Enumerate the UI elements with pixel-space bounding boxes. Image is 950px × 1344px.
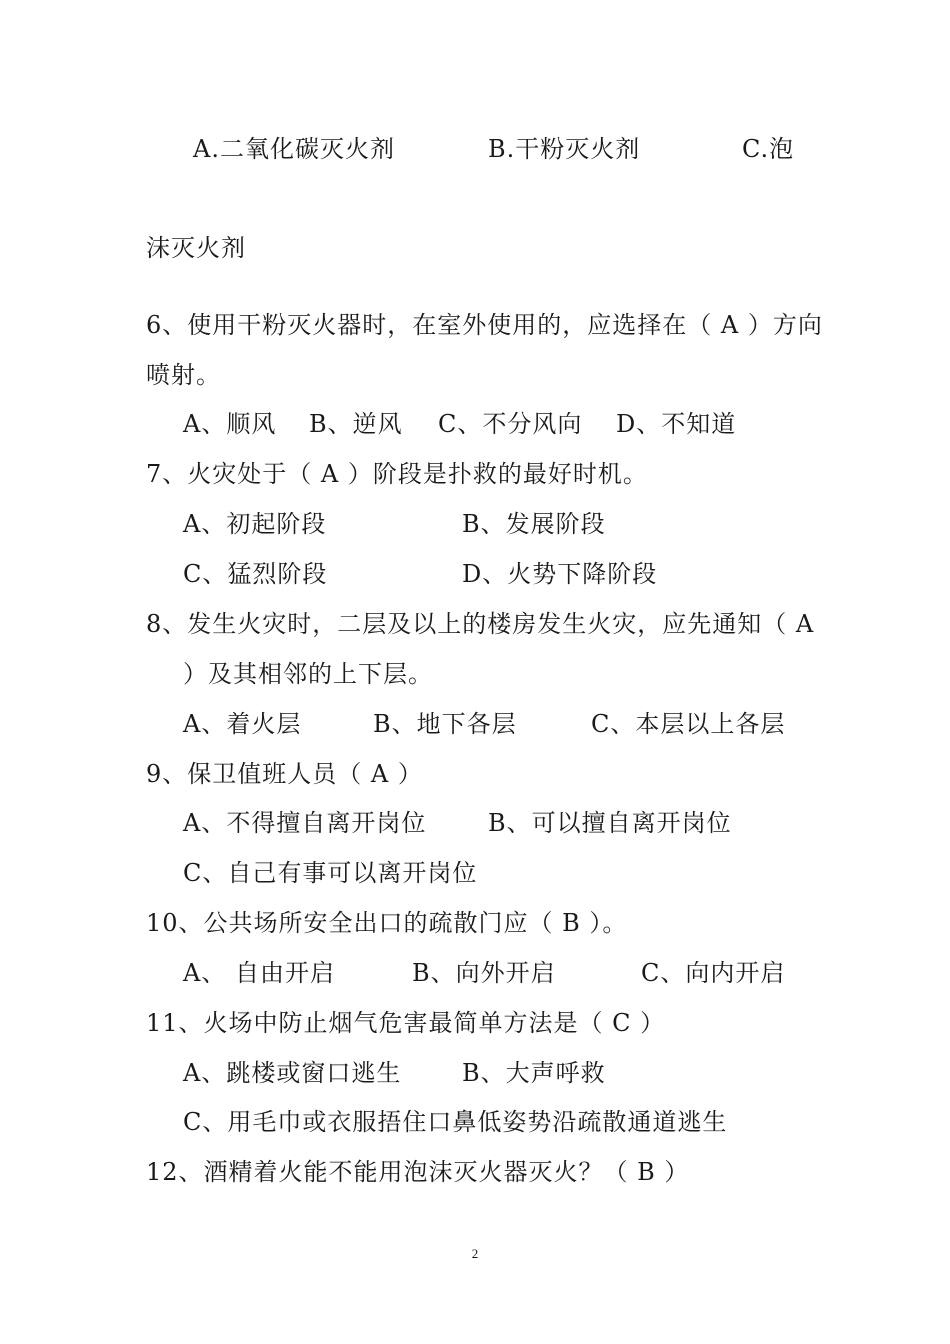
q11-option-a: A、跳楼或窗口逃生 — [183, 1059, 402, 1087]
q8-option-c: C、本层以上各层 — [591, 710, 786, 738]
q6-option-b: B、逆风 — [309, 410, 403, 438]
q9-option-c: C、自己有事可以离开岗位 — [183, 859, 478, 887]
option-c-continued: 沫灭火剂 — [146, 234, 246, 262]
question-8: 8、发生火灾时，二层及以上的楼房发生火灾，应先通知（ A — [146, 610, 815, 638]
q8-option-b: B、地下各层 — [373, 710, 517, 738]
q8-option-a: A、着火层 — [183, 710, 302, 738]
q6-option-d: D、不知道 — [616, 410, 737, 438]
question-6-continued: 喷射。 — [146, 361, 221, 389]
q7-option-d: D、火势下降阶段 — [462, 560, 658, 588]
q9-option-b: B、可以擅自离开岗位 — [488, 809, 732, 837]
question-12: 12、酒精着火能不能用泡沫灭火器灭火？（ B ） — [146, 1158, 690, 1186]
q7-option-c: C、猛烈阶段 — [183, 560, 328, 588]
q6-option-a: A、顺风 — [183, 410, 277, 438]
q10-option-c: C、向内开启 — [641, 959, 786, 987]
question-9: 9、保卫值班人员（ A ） — [146, 760, 423, 788]
question-8-continued: ）及其相邻的上下层。 — [183, 660, 433, 688]
page-number: 2 — [471, 1246, 479, 1261]
q6-option-c: C、不分风向 — [438, 410, 583, 438]
question-10: 10、公共场所安全出口的疏散门应（ B ）。 — [146, 909, 628, 937]
q10-option-a: A、 自由开启 — [183, 959, 335, 987]
q9-option-a: A、不得擅自离开岗位 — [183, 809, 427, 837]
option-b-text: B.干粉灭火剂 — [488, 135, 641, 163]
question-7: 7、火灾处于（ A ）阶段是扑救的最好时机。 — [146, 460, 648, 488]
q7-option-b: B、发展阶段 — [462, 510, 606, 538]
q11-option-c: C、用毛巾或衣服捂住口鼻低姿势沿疏散通道逃生 — [183, 1108, 728, 1136]
question-6: 6、使用干粉灭火器时，在室外使用的，应选择在（ A ）方向 — [146, 311, 823, 339]
option-c-text: C.泡 — [742, 135, 795, 163]
q11-option-b: B、大声呼救 — [462, 1059, 606, 1087]
q10-option-b: B、向外开启 — [412, 959, 556, 987]
question-11: 11、火场中防止烟气危害最简单方法是（ C ） — [146, 1009, 666, 1037]
option-a-text: A.二氧化碳灭火剂 — [193, 135, 395, 163]
q7-option-a: A、初起阶段 — [183, 510, 327, 538]
